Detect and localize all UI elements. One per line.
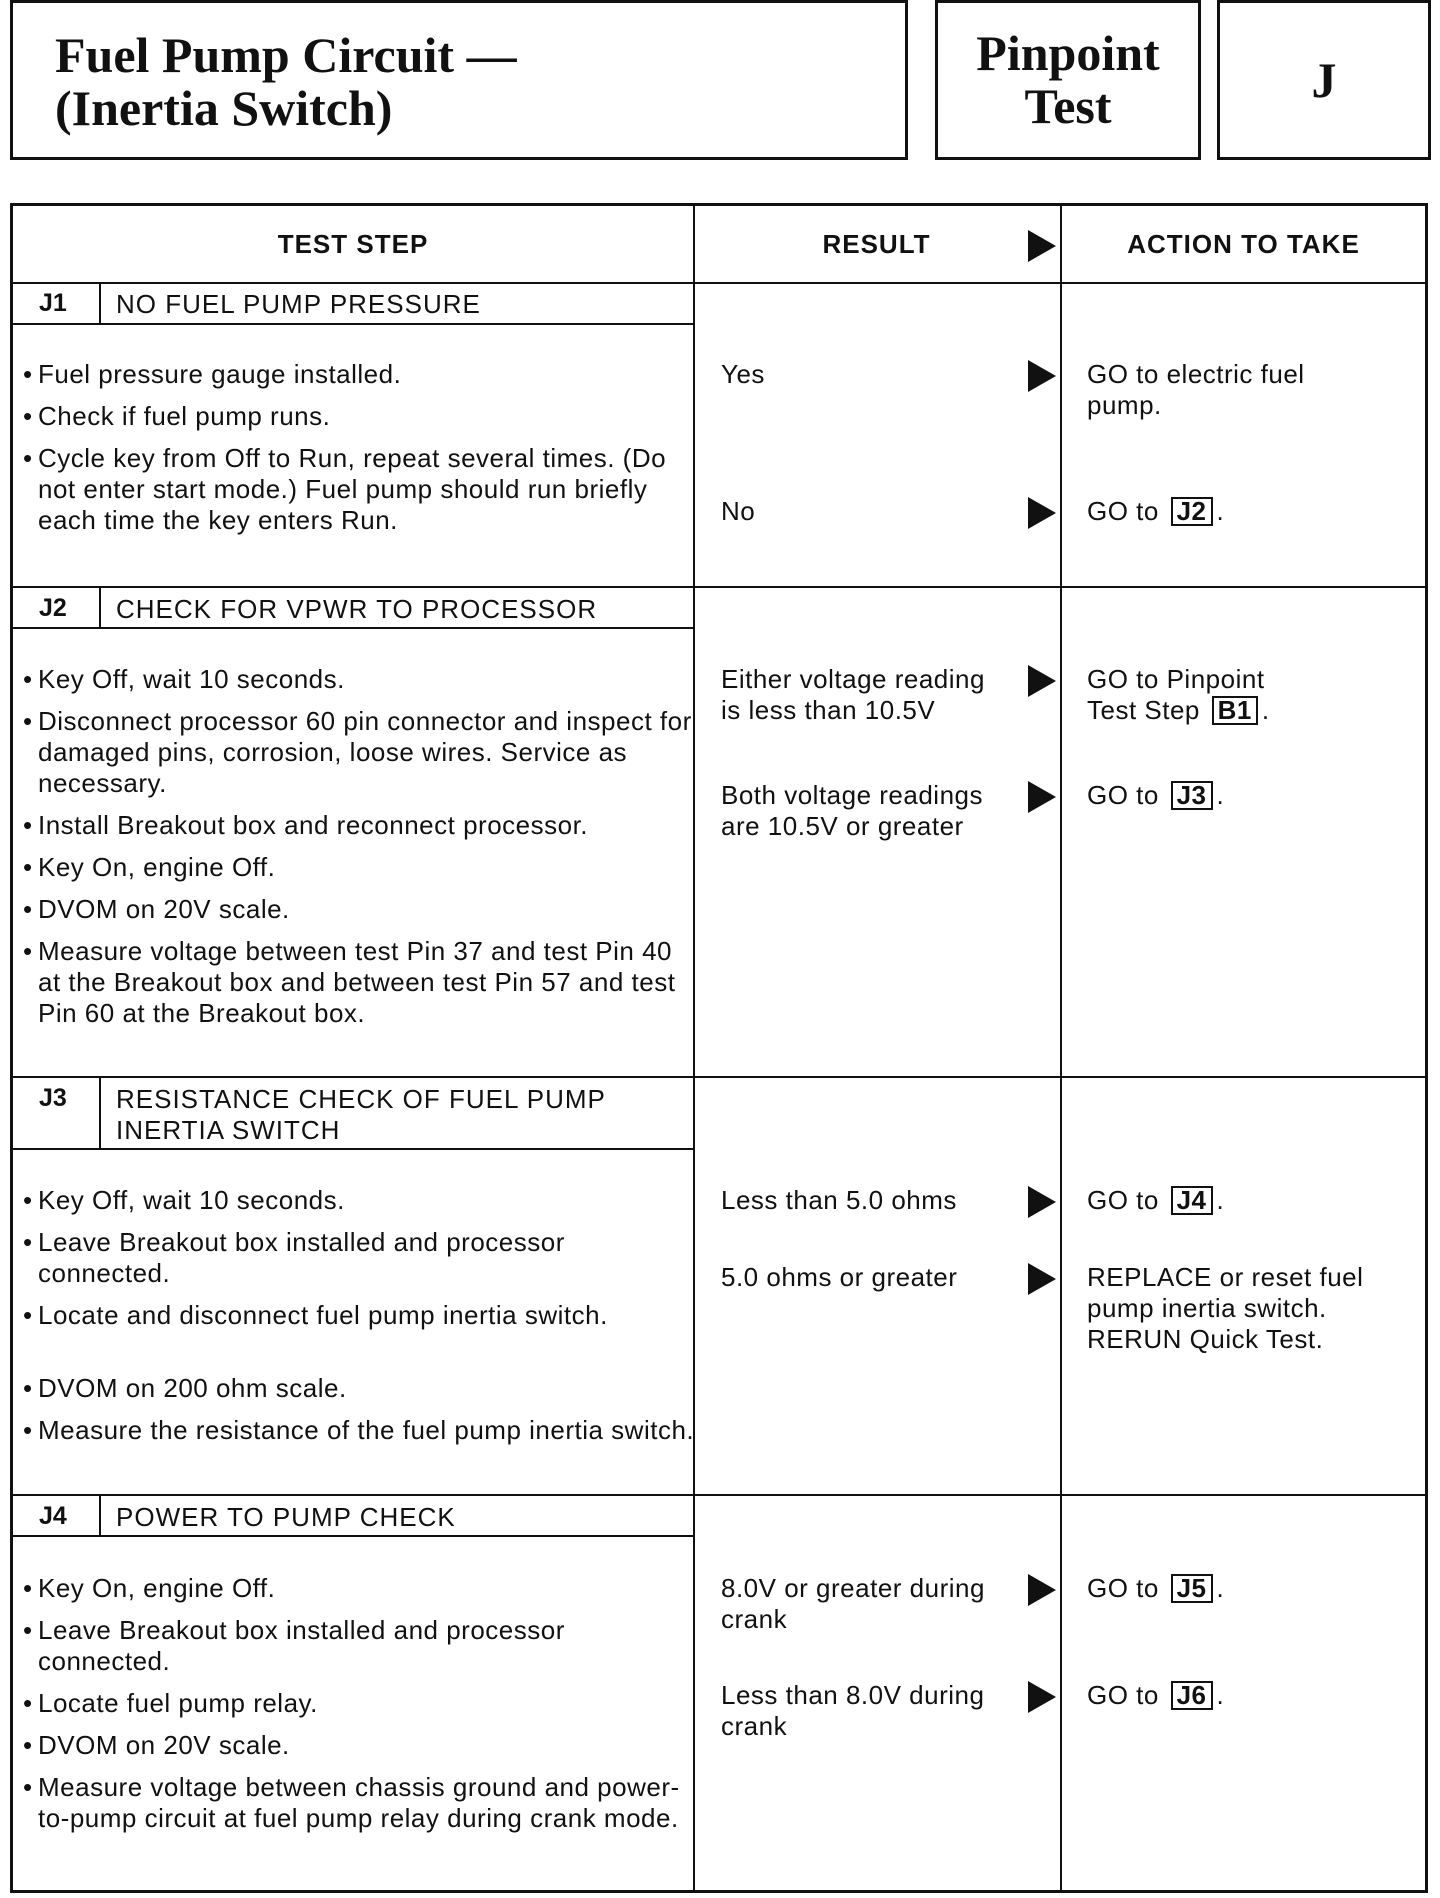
step-id: J4	[39, 1502, 67, 1530]
action-label: GO to	[1087, 1680, 1167, 1710]
step-bullet: • Measure voltage between chassis ground and power-to-pump circuit at fuel pump relay during crank mode.	[38, 1772, 698, 1834]
row-divider	[13, 1494, 1425, 1496]
action-label: GO to Pinpoint Test Step	[1087, 664, 1265, 725]
action-label: GO to	[1087, 1573, 1167, 1603]
step-ref-j2[interactable]: J2	[1171, 497, 1213, 526]
arrow-icon	[1028, 360, 1056, 392]
result-text: 5.0 ohms or greater	[721, 1262, 958, 1292]
step-bullet: • Locate fuel pump relay.	[38, 1688, 698, 1719]
action-label: GO to	[1087, 780, 1167, 810]
step-bullet: • Leave Breakout box installed and processor connected.	[38, 1615, 698, 1677]
action-text: GO to J6 .	[1087, 1680, 1225, 1710]
step-bullet: • Check if fuel pump runs.	[38, 401, 698, 432]
step-id: J3	[39, 1084, 67, 1112]
step-bullet: • Locate and disconnect fuel pump inertia switch.	[38, 1300, 698, 1331]
result-text: Less than 5.0 ohms	[721, 1185, 957, 1215]
step-name-underline	[13, 627, 693, 629]
step-id-divider	[99, 284, 101, 323]
action-label: GO to	[1087, 1185, 1167, 1215]
step-bullet: • Key On, engine Off.	[38, 1573, 698, 1604]
result-text: Either voltage reading is less than 10.5V	[721, 664, 985, 725]
row-divider	[13, 586, 1425, 588]
step-ref-b1[interactable]: B1	[1212, 696, 1258, 725]
action-label: GO to electric fuel pump.	[1087, 359, 1305, 420]
step-ref-j6[interactable]: J6	[1171, 1681, 1213, 1710]
arrow-icon	[1028, 665, 1056, 697]
step-bullet: • Leave Breakout box installed and processor connected.	[38, 1227, 698, 1289]
column-divider	[1060, 206, 1062, 1890]
step-name: NO FUEL PUMP PRESSURE	[116, 289, 481, 319]
arrow-icon	[1028, 1263, 1056, 1295]
result-text: Yes	[721, 359, 765, 389]
step-bullet: • Disconnect processor 60 pin connector and inspect for damaged pins, corrosion, loose wires. Service as necessary.	[38, 706, 698, 799]
step-bullet: • Measure voltage between test Pin 37 and test Pin 40 at the Breakout box and between test Pin 57 and test Pin 60 at the Breakout box.	[38, 936, 698, 1029]
step-name-underline	[13, 1148, 693, 1150]
arrow-icon	[1028, 497, 1056, 529]
row-divider	[13, 282, 1425, 284]
step-bullet: • DVOM on 20V scale.	[38, 894, 698, 925]
action-text: GO to J2 .	[1087, 496, 1225, 526]
arrow-icon	[1028, 781, 1056, 813]
action-text: GO to J3 .	[1087, 780, 1225, 810]
action-text: GO to Pinpoint Test Step B1 .	[1087, 664, 1270, 725]
result-text: Less than 8.0V during crank	[721, 1680, 985, 1741]
action-text: GO to J5 .	[1087, 1573, 1225, 1603]
column-header-action: ACTION TO TAKE	[1127, 228, 1360, 259]
step-id-divider	[99, 1496, 101, 1535]
arrow-icon	[1028, 1681, 1056, 1713]
step-bullet: • Key Off, wait 10 seconds.	[38, 664, 698, 695]
test-type-box: Pinpoint Test	[935, 0, 1201, 160]
step-ref-j5[interactable]: J5	[1171, 1574, 1213, 1603]
step-bullet: • DVOM on 200 ohm scale.	[38, 1373, 698, 1404]
step-id: J2	[39, 594, 67, 622]
step-name-underline	[13, 323, 693, 325]
pinpoint-test-table	[10, 203, 1428, 1893]
result-text: No	[721, 496, 756, 526]
action-text	[1087, 1262, 1417, 1355]
arrow-icon	[1028, 1186, 1056, 1218]
step-bullet: • Fuel pressure gauge installed.	[38, 359, 698, 390]
step-bullet: • DVOM on 20V scale.	[38, 1730, 698, 1761]
step-ref-j4[interactable]: J4	[1171, 1186, 1213, 1215]
step-name: POWER TO PUMP CHECK	[116, 1502, 456, 1532]
row-divider	[13, 1076, 1425, 1078]
step-name: CHECK FOR VPWR TO PROCESSOR	[116, 594, 598, 624]
action-label: GO to	[1087, 496, 1167, 526]
step-bullet: • Install Breakout box and reconnect processor.	[38, 810, 698, 841]
title-box	[10, 0, 908, 160]
test-code-box: J	[1217, 0, 1431, 160]
page-title: Fuel Pump Circuit — (Inertia Switch)	[55, 27, 517, 136]
step-name-underline	[13, 1535, 693, 1537]
step-bullet: • Key On, engine Off.	[38, 852, 698, 883]
step-bullet: • Cycle key from Off to Run, repeat several times. (Do not enter start mode.) Fuel pump should run briefly each time the key enters Run.	[38, 443, 698, 536]
arrow-icon	[1028, 230, 1056, 262]
action-label: REPLACE or reset fuel pump inertia switch. RERUN Quick Test.	[1087, 1262, 1364, 1354]
arrow-icon	[1028, 1574, 1056, 1606]
step-bullet: • Key Off, wait 10 seconds.	[38, 1185, 698, 1216]
step-ref-j3[interactable]: J3	[1171, 781, 1213, 810]
step-name: RESISTANCE CHECK OF FUEL PUMP INERTIA SWITCH	[116, 1084, 606, 1145]
action-text	[1087, 359, 1417, 421]
action-text: GO to J4 .	[1087, 1185, 1225, 1215]
step-id-divider	[99, 1078, 101, 1148]
step-bullet: • Measure the resistance of the fuel pump inertia switch.	[38, 1415, 698, 1446]
column-header-result: RESULT	[822, 228, 931, 259]
column-header-test-step: TEST STEP	[277, 228, 429, 259]
result-text: Both voltage readings are 10.5V or greater	[721, 780, 984, 841]
result-text: 8.0V or greater during crank	[721, 1573, 985, 1634]
step-id: J1	[39, 289, 67, 317]
step-id-divider	[99, 588, 101, 627]
